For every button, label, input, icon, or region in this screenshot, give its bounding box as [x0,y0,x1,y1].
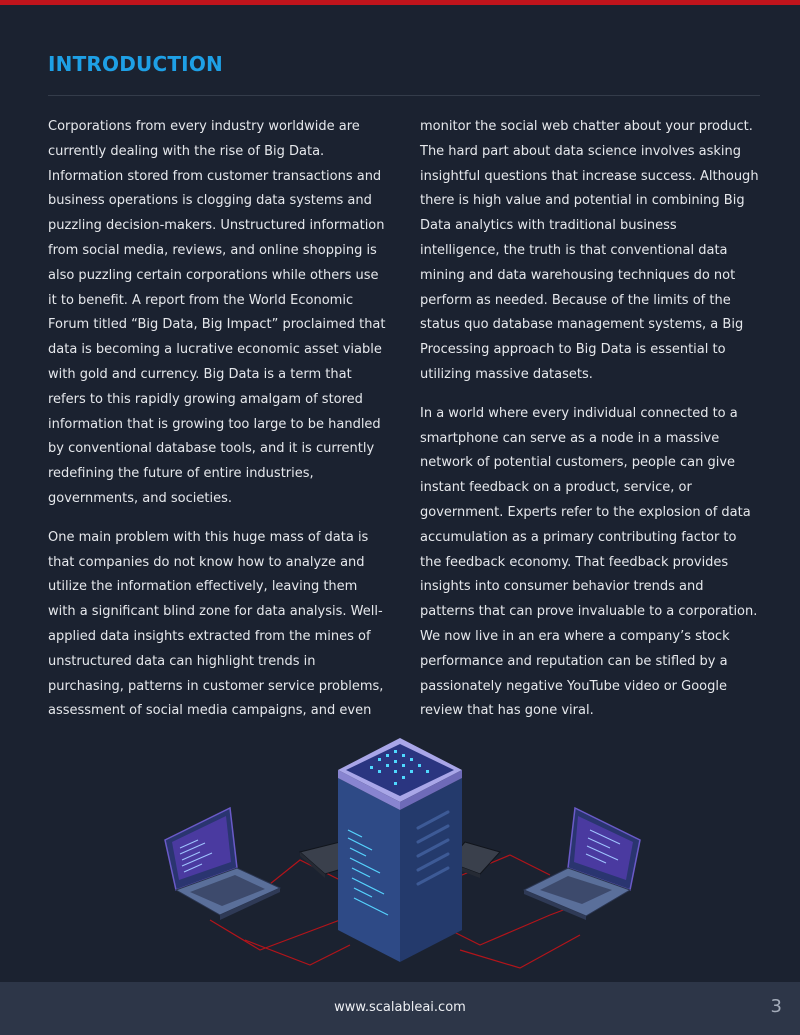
server-network-illustration [150,730,650,970]
paragraph: monitor the social web chatter about your product. The hard part about data science involves asking insightful questions that increase success. Although there is high value and potential in combining Big Data analytics with traditional business intelligence, the truth is that conventional data mining and data warehousing techniques do not perform as needed. Because of the limits of the status quo database management systems, a Big Processing approach to Big Data is essential to utilizing massive datasets. [420,119,759,382]
footer-url[interactable]: www.scalableai.com [334,1000,466,1015]
paragraph: One main problem with this huge mass of data is that companies do not know how to analyze and utilize the information effectively, leaving them with a significant blind zone for data analysis. Well-applied data insights extracted from the mines of unstructured data can highlight trends in purchasing, patterns in customer service problems, assessment of social media campaigns, and even [48,529,384,719]
page-number: 3 [770,996,782,1017]
paragraph: Corporations from every industry worldwide are currently dealing with the rise of Big Data. Information stored from customer transactions and business operations is clogging data systems and puzzling decision-makers. Unstructured information from social media, reviews, and online shopping is also puzzling certain corporations while others use it to benefit. A report from the World Economic Forum titled “Big Data, Big Impact” proclaimed that data is becoming a lucrative economic asset viable with gold and currency. Big Data is a term that refers to this rapidly growing amalgam of stored information that is growing too large to be handled by conventional database tools, and it is currently redefining the future of entire industries, governments, and societies. [48,119,386,506]
title-divider [48,95,760,96]
text-column-left [48,115,388,738]
top-accent-bar [0,0,800,5]
paragraph: In a world where every individual connected to a smartphone can serve as a node in a massive network of potential customers, people can give instant feedback on a product, service, or government. Experts refer to the explosion of data accumulation as a primary contributing factor to the feedback economy. That feedback provides insights into consumer behavior trends and patterns that can prove invaluable to a corporation. We now live in an era where a company’s stock performance and reputation can be stifled by a passionately negative YouTube video or Google review that has gone viral. [420,405,758,719]
footer [0,982,800,1035]
laptop-icon [524,808,640,920]
text-column-right [420,115,760,738]
laptop-icon [165,808,280,920]
server-tower-icon [338,738,462,962]
page-title: INTRODUCTION [48,52,223,76]
